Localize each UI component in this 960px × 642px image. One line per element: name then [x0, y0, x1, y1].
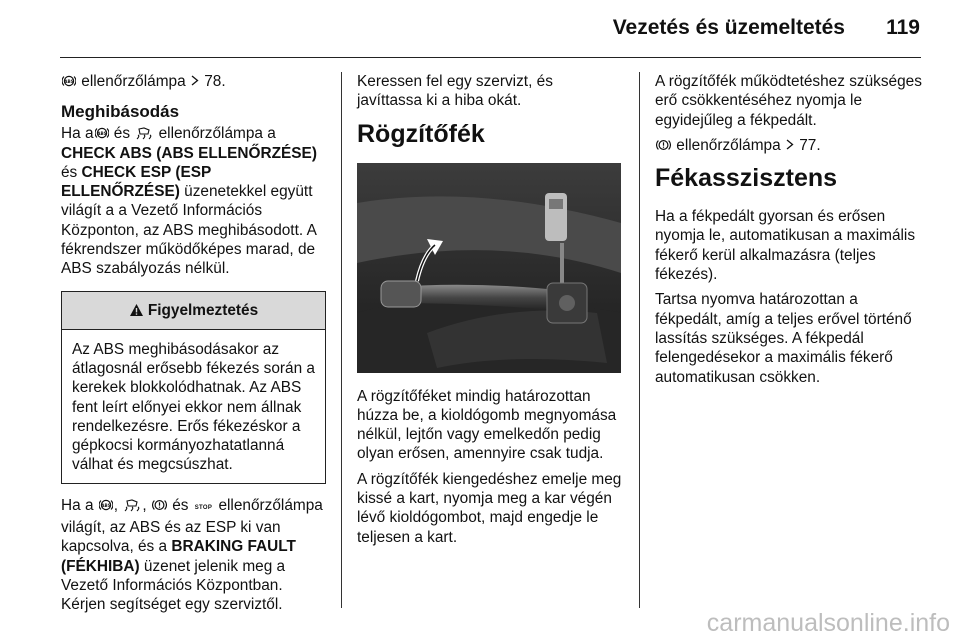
fault-text-b: és	[109, 125, 135, 143]
brake-warning-icon	[656, 138, 671, 152]
reference-arrow-icon	[190, 72, 200, 91]
parking-brake-heading: Rögzítőfék	[357, 119, 485, 148]
off-text-g: üzenet jelenik meg a Vezető Információs Központban. Kérjen segítséget egy szerviztől.	[61, 557, 286, 614]
apply-brake-paragraph: A rögzítőféket mindig határozottan húzza be, a kioldógomb megnyomása nélkül, lejtőn vagy emelkedőn pedig olyan erősen, amennyire csak tudja.	[357, 387, 617, 463]
column-3	[655, 72, 925, 393]
fault-text-c: ellenőrzőlámpa a	[154, 125, 276, 143]
column-divider-1	[341, 72, 342, 608]
off-text-c: ,	[142, 496, 151, 514]
warning-box	[61, 291, 326, 484]
warning-text: Az ABS meghibásodásakor az átlagosnál erősebb fékezés során a kerekek blokkolódhatnak. Az ABS fent leírt előnyei ekkor nem állnak rendelkezésre. Erős fékezéskor a gépkocsi kormányozhatatlanná válhat és megcsúszhat.	[72, 340, 315, 474]
parking-brake-illustration	[357, 163, 621, 373]
esp-skid-icon	[123, 499, 141, 512]
brake-lamp-paragraph	[655, 136, 925, 155]
warning-header	[62, 292, 325, 330]
header-divider	[60, 57, 921, 58]
braking-fault-message: BRAKING FAULT (FÉKHIBA)	[61, 538, 296, 575]
abs-warning-icon	[62, 74, 76, 88]
fault-text-a: Ha a	[61, 125, 94, 143]
stop-lamp-icon: STOP	[194, 504, 213, 511]
reference-arrow-icon	[785, 136, 795, 155]
abs-warning-icon	[99, 498, 113, 512]
page-header-title: Vezetés és üzemeltetés	[612, 16, 845, 39]
check-abs-message: CHECK ABS (ABS ELLENŐRZÉSE)	[61, 144, 317, 162]
column-2	[357, 72, 622, 553]
brake-assist-heading: Fékasszisztens	[655, 164, 838, 193]
abs-esp-off-paragraph	[61, 496, 326, 615]
fault-text-e: és	[61, 163, 82, 181]
abs-lamp-page-ref[interactable]: 78.	[204, 73, 226, 90]
reduce-force-paragraph: A rögzítőfék működtetéshez szükséges erő csökkentéséhez nyomja le egyidejűleg a fékpedált.	[655, 73, 922, 129]
column-divider-2	[639, 72, 640, 608]
abs-lamp-text: ellenőrzőlámpa	[77, 73, 190, 90]
abs-lamp-paragraph	[61, 72, 326, 91]
brake-warning-icon	[152, 498, 167, 512]
off-text-a: Ha a	[61, 496, 98, 514]
service-paragraph: Keressen fel egy szervizt, és javíttassa ki a hiba okát.	[357, 73, 553, 110]
warning-title: Figyelmeztetés	[147, 301, 259, 319]
check-esp-message: CHECK ESP (ESP ELLENŐRZÉSE)	[61, 163, 211, 201]
brake-lamp-text: ellenőrzőlámpa	[672, 136, 785, 154]
fault-text-g: üzenetekkel együtt világít a a Vezető Információs Központon, az ABS meghibásodott. A fékrendszer működőképes marad, de ABS szabályozás nélkül.	[61, 183, 316, 278]
page-header	[0, 0, 960, 56]
svg-text:ABS: ABS	[64, 78, 74, 84]
brake-assist-paragraph-1: Ha a fékpedált gyorsan és erősen nyomja le, automatikusan a maximális fékerő kerül alkalmazásra (teljes fékezés).	[655, 208, 916, 284]
brake-lamp-page-ref[interactable]: 77.	[799, 136, 821, 154]
fault-paragraph	[61, 124, 326, 278]
abs-warning-icon	[95, 126, 109, 140]
fault-heading: Meghibásodás	[61, 102, 180, 122]
off-text-e: ellenőrzőlámpa világít, az ABS és az ESP ki van kapcsolva, és a	[61, 496, 323, 556]
warning-triangle-icon	[129, 303, 144, 317]
column-1	[61, 72, 326, 621]
release-brake-paragraph: A rögzítőfék kiengedéshez emelje meg kissé a kart, nyomja meg a kar végén lévő kioldógombot, majd engedje le teljesen a kart.	[357, 470, 622, 546]
svg-text:ABS: ABS	[96, 131, 107, 137]
esp-skid-icon	[135, 127, 153, 140]
watermark: carmanualsonline.info	[706, 609, 950, 637]
off-text-b: ,	[113, 496, 123, 514]
brake-assist-paragraph-2: Tartsa nyomva határozottan a fékpedált, amíg a teljes erővel történő lassítás szükséges. A fékpedál felengedésekor a maximális fékerő automatikusan csökken.	[655, 291, 912, 386]
page-number: 119	[886, 16, 920, 39]
svg-text:ABS: ABS	[101, 502, 111, 508]
off-text-d: és	[167, 496, 193, 514]
